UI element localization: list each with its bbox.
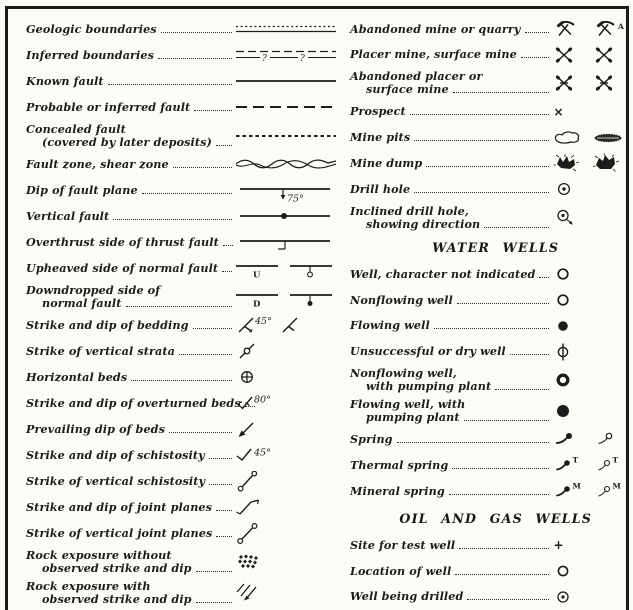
- section-title: OIL AND GAS WELLS: [399, 510, 593, 526]
- mine-pit-outline-icon: [553, 129, 583, 147]
- row-label: Probable or inferred fault: [26, 99, 191, 114]
- dotted-leader: [196, 562, 232, 572]
- legend-row-known-fault: [26, 68, 340, 94]
- row-label: Abandoned mine or quarry: [350, 21, 521, 36]
- row-label: Spring: [350, 432, 393, 447]
- circle-dot-well-icon: [553, 588, 577, 606]
- dotted-leader: [193, 319, 232, 329]
- dotted-leader: [179, 345, 232, 355]
- row-label: Known fault: [26, 73, 104, 88]
- dotted-leader: [453, 83, 550, 93]
- legend-row-geologic-boundaries: [26, 16, 340, 42]
- crossed-shovels-icon: [593, 46, 617, 64]
- dotted-leader: [223, 236, 233, 246]
- row-label: Prevailing dip of beds: [26, 421, 165, 436]
- large-filled-circle-well-icon: [553, 402, 577, 420]
- row-label: Mineral spring: [350, 483, 445, 498]
- open-circle-well-icon: [553, 562, 577, 580]
- legend-row-spring: [350, 427, 633, 453]
- strike-dip-bedding-icon: [236, 315, 336, 335]
- dotted-leader: [464, 411, 550, 421]
- row-label: Rock exposure without: [26, 547, 172, 562]
- inferred-boundary-line-icon: [236, 48, 336, 62]
- legend-row-mineral-spring: [350, 478, 633, 504]
- dry-well-phi-icon: [553, 342, 577, 362]
- schistosity-angle-label: 45°: [254, 447, 271, 459]
- legend-row-prevailing-dip: [26, 416, 340, 442]
- section-header-water-wells: [350, 233, 633, 261]
- fault-zone-wavy-line-icon: [236, 157, 336, 171]
- legend-row-inferred-boundaries: [26, 42, 340, 68]
- row-label: Rock exposure with: [26, 578, 151, 593]
- dotted-leader: [539, 268, 549, 278]
- row-label: Upheaved side of normal fault: [26, 260, 219, 275]
- dotted-leader: [510, 345, 550, 355]
- rock-exposure-hatch-icon: [236, 553, 336, 570]
- dotted-leader: [414, 183, 549, 193]
- legend-row-drill-hole: [350, 176, 633, 202]
- row-label: Strike and dip of schistosity: [26, 447, 205, 462]
- dotted-leader: [209, 475, 232, 485]
- dotted-leader: [397, 433, 550, 443]
- legend-row-fault-zone: [26, 151, 340, 177]
- overthrust-hook-line-icon: [236, 237, 336, 252]
- row-label-line2: showing direction: [366, 216, 481, 231]
- abandoned-a-label: A: [618, 21, 625, 31]
- legend-row-overthrust-fault: [26, 229, 340, 255]
- drill-hole-icon: [553, 180, 577, 198]
- thick-ring-well-icon: [553, 371, 577, 389]
- dotted-leader: [216, 501, 232, 511]
- row-label: Well, character not indicated: [350, 266, 536, 281]
- row-label-line2: observed strike and dip: [42, 560, 192, 575]
- dotted-leader: [484, 218, 549, 228]
- row-label: Mine dump: [350, 156, 423, 171]
- row-label: Location of well: [350, 563, 452, 578]
- row-label: Strike and dip of joint planes: [26, 499, 213, 514]
- row-label-line2: surface mine: [366, 82, 449, 97]
- concealed-fault-dotted-line-icon: [236, 131, 336, 141]
- thermal-spring-outline-icon: [593, 456, 623, 474]
- thermal-spring-filled-icon: [553, 456, 583, 474]
- dotted-leader: [426, 157, 549, 167]
- row-label: Downdropped side of: [26, 282, 161, 297]
- plus-icon: +: [553, 538, 564, 553]
- schistosity-angle-icon: [236, 446, 336, 464]
- open-circle-well-icon: [553, 265, 577, 283]
- legend-row-schistosity: [26, 442, 340, 468]
- question-mark: ?: [262, 54, 267, 62]
- row-label: Thermal spring: [350, 457, 449, 472]
- dotted-leader: [196, 593, 232, 603]
- row-label: Flowing well: [350, 318, 430, 333]
- spring-filled-icon: [553, 430, 579, 448]
- d-label: D: [253, 299, 261, 309]
- dotted-leader: [142, 184, 232, 194]
- dotted-leader: [449, 485, 550, 495]
- row-label: Prospect: [350, 104, 406, 119]
- thermal-t-label: T: [612, 456, 619, 465]
- overturned-beds-hook-icon: [236, 394, 336, 412]
- row-label: Site for test well: [350, 537, 456, 552]
- row-label: Abandoned placer or: [350, 69, 483, 84]
- legend-row-rock-exposure-with: [26, 577, 340, 608]
- dotted-leader: [194, 101, 232, 111]
- dotted-leader: [525, 23, 550, 33]
- row-label: Strike and dip of bedding: [26, 317, 189, 332]
- mineral-spring-outline-icon: [593, 482, 623, 500]
- dotted-leader: [467, 590, 549, 600]
- legend-row-well-being-drilled: [350, 584, 633, 610]
- dotted-leader: [495, 380, 549, 390]
- dotted-leader: [410, 105, 550, 115]
- section-title: WATER WELLS: [432, 239, 560, 255]
- row-label: Strike of vertical schistosity: [26, 473, 206, 488]
- horizontal-beds-circle-cross-icon: [236, 368, 336, 386]
- row-label: Unsuccessful or dry well: [350, 344, 506, 359]
- legend-row-abandoned-placer: [350, 68, 633, 99]
- hammer-pick-a-icon: [593, 20, 627, 38]
- row-label-line2: pumping plant: [366, 410, 460, 425]
- u-label: U: [253, 270, 261, 280]
- row-label: Strike and dip of overturned beds: [26, 395, 241, 410]
- hammer-pick-icon: [553, 20, 579, 38]
- left-column: [10, 8, 340, 610]
- legend-row-well-character-not-indicated: [350, 261, 633, 287]
- row-label-line2: (covered by later deposits): [42, 134, 212, 149]
- legend-row-location-of-well: [350, 558, 633, 584]
- prospect-x-icon: ×: [553, 104, 564, 119]
- legend-row-nonflowing-pumping: [350, 365, 633, 396]
- fault-dip-arrow-icon: [236, 185, 336, 204]
- legend-row-prospect: [350, 99, 633, 125]
- dotted-leader: [216, 136, 232, 146]
- legend-row-flowing-well: [350, 313, 633, 339]
- legend-row-mine-dump: [350, 151, 633, 177]
- section-header-oil-gas-wells: [350, 504, 633, 532]
- row-label: Nonflowing well,: [350, 366, 457, 381]
- mine-dump-icon: [553, 153, 579, 173]
- open-circle-well-icon: [553, 291, 577, 309]
- legend-row-abandoned-mine: [350, 16, 633, 42]
- row-label: Mine pits: [350, 130, 411, 145]
- legend-row-strike-dip-bedding: [26, 312, 340, 338]
- legend-row-thermal-spring: [350, 452, 633, 478]
- dotted-leader: [455, 565, 549, 575]
- legend-columns: [10, 8, 624, 610]
- legend-row-vertical-joint-planes: [26, 520, 340, 546]
- row-label: Dip of fault plane: [26, 182, 138, 197]
- legend-row-inclined-drill-hole: [350, 202, 633, 233]
- legend-row-overturned-beds: [26, 390, 340, 416]
- legend-row-vertical-fault: [26, 203, 340, 229]
- legend-row-joint-planes: [26, 494, 340, 520]
- dotted-leader: [169, 423, 232, 433]
- joint-planes-flag-icon: [236, 497, 336, 517]
- row-label: Geologic boundaries: [26, 21, 157, 36]
- legend-row-upheaved-side: [26, 255, 340, 281]
- row-label: Concealed fault: [26, 121, 126, 136]
- right-column: [340, 8, 633, 610]
- known-fault-line-icon: [236, 76, 336, 86]
- dotted-leader: [173, 158, 232, 168]
- dotted-leader: [158, 49, 232, 59]
- thermal-t-label: T: [572, 456, 579, 465]
- downdropped-side-line-icon: [236, 291, 336, 309]
- upheaved-side-line-icon: [236, 262, 336, 280]
- filled-circle-well-icon: [553, 317, 577, 335]
- row-label-line2: normal fault: [42, 295, 122, 310]
- dip-angle-label: 75°: [287, 193, 304, 204]
- dotted-leader: [457, 294, 550, 304]
- vertical-schistosity-icon: [236, 471, 336, 492]
- row-label: Well being drilled: [350, 589, 464, 604]
- question-mark: ?: [300, 54, 305, 62]
- dotted-leader: [161, 23, 232, 33]
- dotted-leader: [434, 319, 550, 329]
- vertical-strata-icon: [236, 342, 336, 360]
- legend-row-dip-of-fault-plane: [26, 177, 340, 203]
- row-label: Placer mine, surface mine: [350, 47, 517, 62]
- prevailing-dip-arrow-icon: [236, 420, 336, 438]
- crossed-shovels-bar-icon: [593, 74, 617, 92]
- probable-fault-dashed-line-icon: [236, 102, 336, 112]
- bedding-angle-label: 45°: [255, 316, 272, 327]
- inclined-drill-hole-icon: [553, 208, 579, 228]
- row-label-line2: with pumping plant: [366, 379, 492, 394]
- legend-row-mine-pits: [350, 125, 633, 151]
- row-label: Fault zone, shear zone: [26, 156, 169, 171]
- row-label: Drill hole: [350, 181, 411, 196]
- dotted-leader: [414, 131, 549, 141]
- mine-dump-icon: [593, 153, 619, 173]
- row-label: Horizontal beds: [26, 369, 128, 384]
- dotted-leader: [452, 459, 549, 469]
- dotted-leader: [216, 527, 232, 537]
- dotted-leader: [126, 297, 232, 307]
- dotted-leader: [108, 75, 232, 85]
- vertical-fault-line-icon: [236, 210, 336, 222]
- spring-outline-icon: [593, 430, 619, 448]
- row-label: Nonflowing well: [350, 292, 453, 307]
- dotted-leader: [113, 210, 232, 220]
- row-label: Vertical fault: [26, 208, 110, 223]
- legend-row-placer-mine: [350, 42, 633, 68]
- row-label: Flowing well, with: [350, 397, 466, 412]
- vertical-joint-planes-icon: [236, 523, 336, 544]
- overturned-angle-label: 80°: [254, 394, 271, 406]
- mineral-spring-filled-icon: [553, 482, 583, 500]
- dotted-leader: [459, 539, 549, 549]
- legend-row-downdropped-side: [26, 281, 340, 312]
- mineral-m-label: M: [572, 482, 582, 491]
- mine-pit-filled-icon: [593, 129, 625, 147]
- rock-exposure-strike-lines-icon: [236, 583, 336, 603]
- crossed-shovels-icon: [553, 46, 577, 64]
- row-label: Strike of vertical strata: [26, 343, 175, 358]
- mineral-m-label: M: [612, 482, 622, 491]
- row-label-line2: observed strike and dip: [42, 591, 192, 606]
- geologic-boundary-line-icon: [236, 23, 336, 35]
- row-label: Inferred boundaries: [26, 47, 155, 62]
- legend-row-concealed-fault: [26, 120, 340, 151]
- legend-row-probable-fault: [26, 94, 340, 120]
- legend-row-site-for-test-well: [350, 532, 633, 558]
- legend-row-dry-well: [350, 339, 633, 365]
- legend-row-flowing-pumping: [350, 396, 633, 427]
- row-label: Overthrust side of thrust fault: [26, 234, 219, 249]
- legend-row-nonflowing-well: [350, 287, 633, 313]
- dotted-leader: [521, 48, 550, 58]
- dotted-leader: [131, 371, 232, 381]
- legend-row-rock-exposure-without: [26, 546, 340, 577]
- dotted-leader: [222, 262, 232, 272]
- row-label: Inclined drill hole,: [350, 203, 469, 218]
- row-label: Strike of vertical joint planes: [26, 525, 213, 540]
- legend-row-horizontal-beds: [26, 364, 340, 390]
- crossed-shovels-bar-icon: [553, 74, 577, 92]
- legend-row-vertical-schistosity: [26, 468, 340, 494]
- dotted-leader: [209, 449, 232, 459]
- legend-row-vertical-strata: [26, 338, 340, 364]
